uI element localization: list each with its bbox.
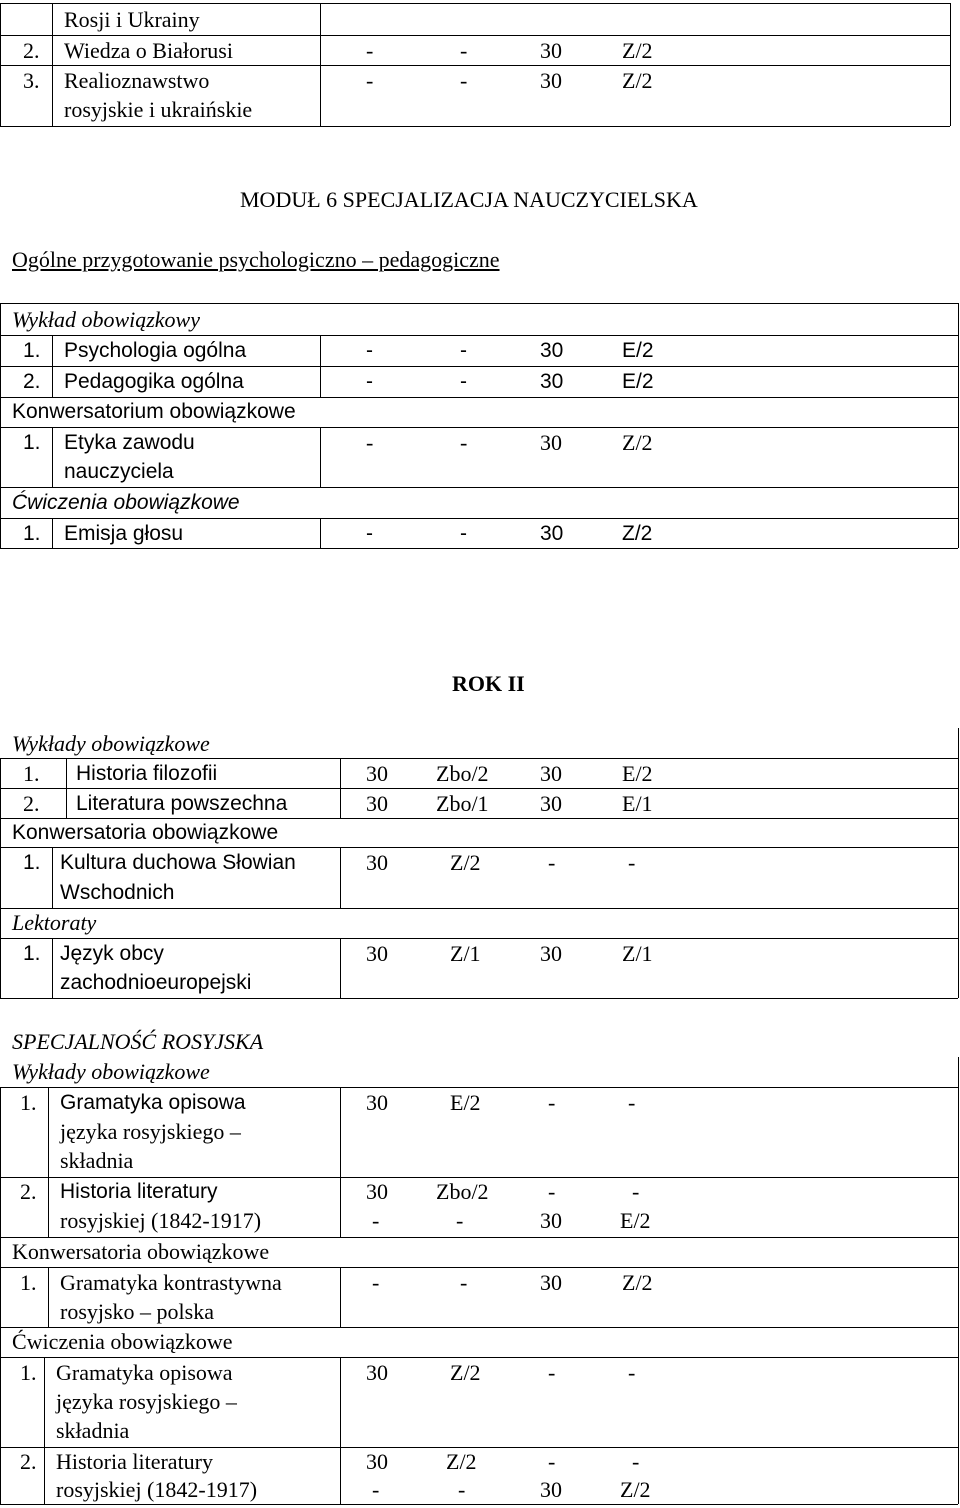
row-number: 1.: [23, 851, 41, 874]
row-name-line: rosyjskiej (1842-1917): [60, 1208, 262, 1233]
cell-c3: 30: [540, 1477, 562, 1502]
cell-c1: -: [366, 522, 373, 545]
row-number: 3.: [23, 68, 40, 93]
section-title: Ogólne przygotowanie psychologiczno – pedagogiczne: [12, 247, 500, 272]
cell-c1: 30: [366, 1090, 388, 1115]
group-heading: Lektoraty: [12, 910, 97, 935]
cell-c4: Z/2: [622, 68, 653, 93]
cell-c3: 30: [540, 941, 562, 966]
row-name-line: składnia: [60, 1148, 134, 1173]
cell-c3: 30: [540, 791, 562, 816]
row-name-line: Gramatyka opisowa: [56, 1360, 233, 1385]
row-name: Emisja głosu: [64, 522, 184, 545]
module-title: MODUŁ 6 SPECJALIZACJA NAUCZYCIELSKA: [240, 187, 698, 212]
cell-c2: Z/2: [450, 850, 481, 875]
cell-c3: 30: [540, 68, 562, 93]
row-number: 1.: [20, 1270, 37, 1295]
cell-c2: -: [460, 339, 467, 362]
cell-c4: E/2: [622, 761, 653, 786]
row-number: 1.: [20, 1360, 37, 1385]
row-name-line: języka rosyjskiego –: [56, 1389, 237, 1414]
cell-c1: 30: [366, 791, 388, 816]
row-number: 2.: [20, 1449, 37, 1474]
cell-c4: -: [632, 1179, 640, 1204]
cell-c1: -: [366, 430, 374, 455]
row-number: 2.: [20, 1179, 37, 1204]
row-name-line: Realioznawstwo: [64, 68, 210, 93]
row-number: 2.: [23, 791, 40, 816]
row-name: Historia filozofii: [76, 762, 218, 785]
cell-c4: -: [628, 1360, 636, 1385]
cell-c2: -: [460, 522, 467, 545]
cell-c4: -: [628, 1090, 636, 1115]
cell-c1: 30: [366, 941, 388, 966]
row-name-line: Język obcy: [60, 942, 164, 965]
cell-c4: E/2: [622, 339, 654, 362]
cell-c1: -: [372, 1208, 380, 1233]
cell-c1: 30: [366, 850, 388, 875]
cell-c3: 30: [540, 522, 564, 545]
row-name-continuation: Rosji i Ukrainy: [64, 7, 200, 32]
group-heading: Konwersatoria obowiązkowe: [12, 1239, 270, 1264]
cell-c3: 30: [540, 38, 562, 63]
cell-c3: -: [548, 1449, 556, 1474]
cell-c4: -: [628, 850, 636, 875]
row-number: 2.: [23, 38, 40, 63]
cell-c2: -: [460, 370, 467, 393]
row-name-line: Gramatyka kontrastywna: [60, 1270, 282, 1295]
cell-c4: -: [632, 1449, 640, 1474]
cell-c1: -: [366, 38, 374, 63]
cell-c1: 30: [366, 1179, 388, 1204]
row-name-line: zachodnioeuropejski: [60, 971, 252, 994]
row-number: 1.: [23, 431, 41, 454]
row-number: 1.: [23, 942, 41, 965]
cell-c4: E/1: [622, 791, 653, 816]
row-number: 1.: [23, 522, 41, 545]
cell-c2: -: [460, 1270, 468, 1295]
cell-c3: 30: [540, 761, 562, 786]
cell-c4: E/2: [622, 370, 654, 393]
cell-c2: -: [458, 1477, 466, 1502]
cell-c3: 30: [540, 430, 562, 455]
cell-c3: 30: [540, 1270, 562, 1295]
cell-c1: -: [366, 68, 374, 93]
year-title: ROK II: [452, 671, 525, 696]
row-name: Pedagogika ogólna: [64, 370, 244, 393]
cell-c3: 30: [540, 370, 564, 393]
group-heading: Ćwiczenia obowiązkowe: [12, 491, 240, 514]
cell-c2: Z/1: [450, 941, 481, 966]
cell-c3: 30: [540, 1208, 562, 1233]
row-name-line: rosyjskiej (1842-1917): [56, 1477, 258, 1502]
row-name-line: rosyjsko – polska: [60, 1299, 214, 1324]
row-name-line: rosyjskie i ukraińskie: [64, 97, 253, 122]
cell-c4: Z/2: [622, 1270, 653, 1295]
row-number: 1.: [23, 339, 41, 362]
cell-c1: -: [366, 370, 373, 393]
row-name-line: Wschodnich: [60, 881, 175, 904]
row-name-line: Historia literatury: [56, 1449, 214, 1474]
cell-c4: Z/1: [622, 941, 653, 966]
row-number: 2.: [23, 370, 41, 393]
cell-c4: E/2: [620, 1208, 651, 1233]
cell-c2: -: [460, 38, 468, 63]
cell-c2: Z/2: [450, 1360, 481, 1385]
row-name-line: Gramatyka opisowa: [60, 1091, 246, 1114]
cell-c2: Zbo/2: [436, 1179, 489, 1204]
cell-c2: -: [460, 430, 468, 455]
cell-c2: Zbo/2: [436, 761, 489, 786]
row-number: 1.: [23, 761, 40, 786]
cell-c3: -: [548, 850, 556, 875]
cell-c1: 30: [366, 761, 388, 786]
cell-c1: -: [372, 1477, 380, 1502]
cell-c2: -: [460, 68, 468, 93]
group-heading: Konwersatoria obowiązkowe: [12, 821, 279, 844]
cell-c3: -: [548, 1360, 556, 1385]
specialty-title: SPECJALNOŚĆ ROSYJSKA: [12, 1029, 264, 1054]
cell-c3: -: [548, 1179, 556, 1204]
cell-c3: 30: [540, 339, 564, 362]
cell-c1: 30: [366, 1449, 388, 1474]
cell-c2: -: [456, 1208, 464, 1233]
cell-c4: Z/2: [622, 38, 653, 63]
cell-c4: Z/2: [620, 1477, 651, 1502]
row-number: 1.: [20, 1090, 37, 1115]
group-heading: Wykłady obowiązkowe: [12, 1059, 210, 1084]
cell-c1: 30: [366, 1360, 388, 1385]
cell-c2: Z/2: [446, 1449, 477, 1474]
row-name: Literatura powszechna: [76, 792, 288, 815]
row-name-line: Kultura duchowa Słowian: [60, 851, 296, 874]
group-heading: Konwersatorium obowiązkowe: [12, 400, 296, 423]
cell-c4: Z/2: [622, 522, 653, 545]
cell-c2: Zbo/1: [436, 791, 489, 816]
row-name-line: Etyka zawodu: [64, 431, 195, 454]
cell-c1: -: [372, 1270, 380, 1295]
row-name-line: Historia literatury: [60, 1180, 218, 1203]
row-name: Wiedza o Białorusi: [64, 38, 233, 63]
cell-c1: -: [366, 339, 373, 362]
row-name-line: składnia: [56, 1418, 130, 1443]
cell-c2: E/2: [450, 1090, 481, 1115]
cell-c4: Z/2: [622, 430, 653, 455]
row-name: Psychologia ogólna: [64, 339, 247, 362]
row-name-line: nauczyciela: [64, 460, 174, 483]
row-name-line: języka rosyjskiego –: [60, 1119, 241, 1144]
group-heading: Wykład obowiązkowy: [12, 307, 200, 332]
cell-c3: -: [548, 1090, 556, 1115]
group-heading: Wykłady obowiązkowe: [12, 731, 210, 756]
group-heading: Ćwiczenia obowiązkowe: [12, 1329, 233, 1354]
